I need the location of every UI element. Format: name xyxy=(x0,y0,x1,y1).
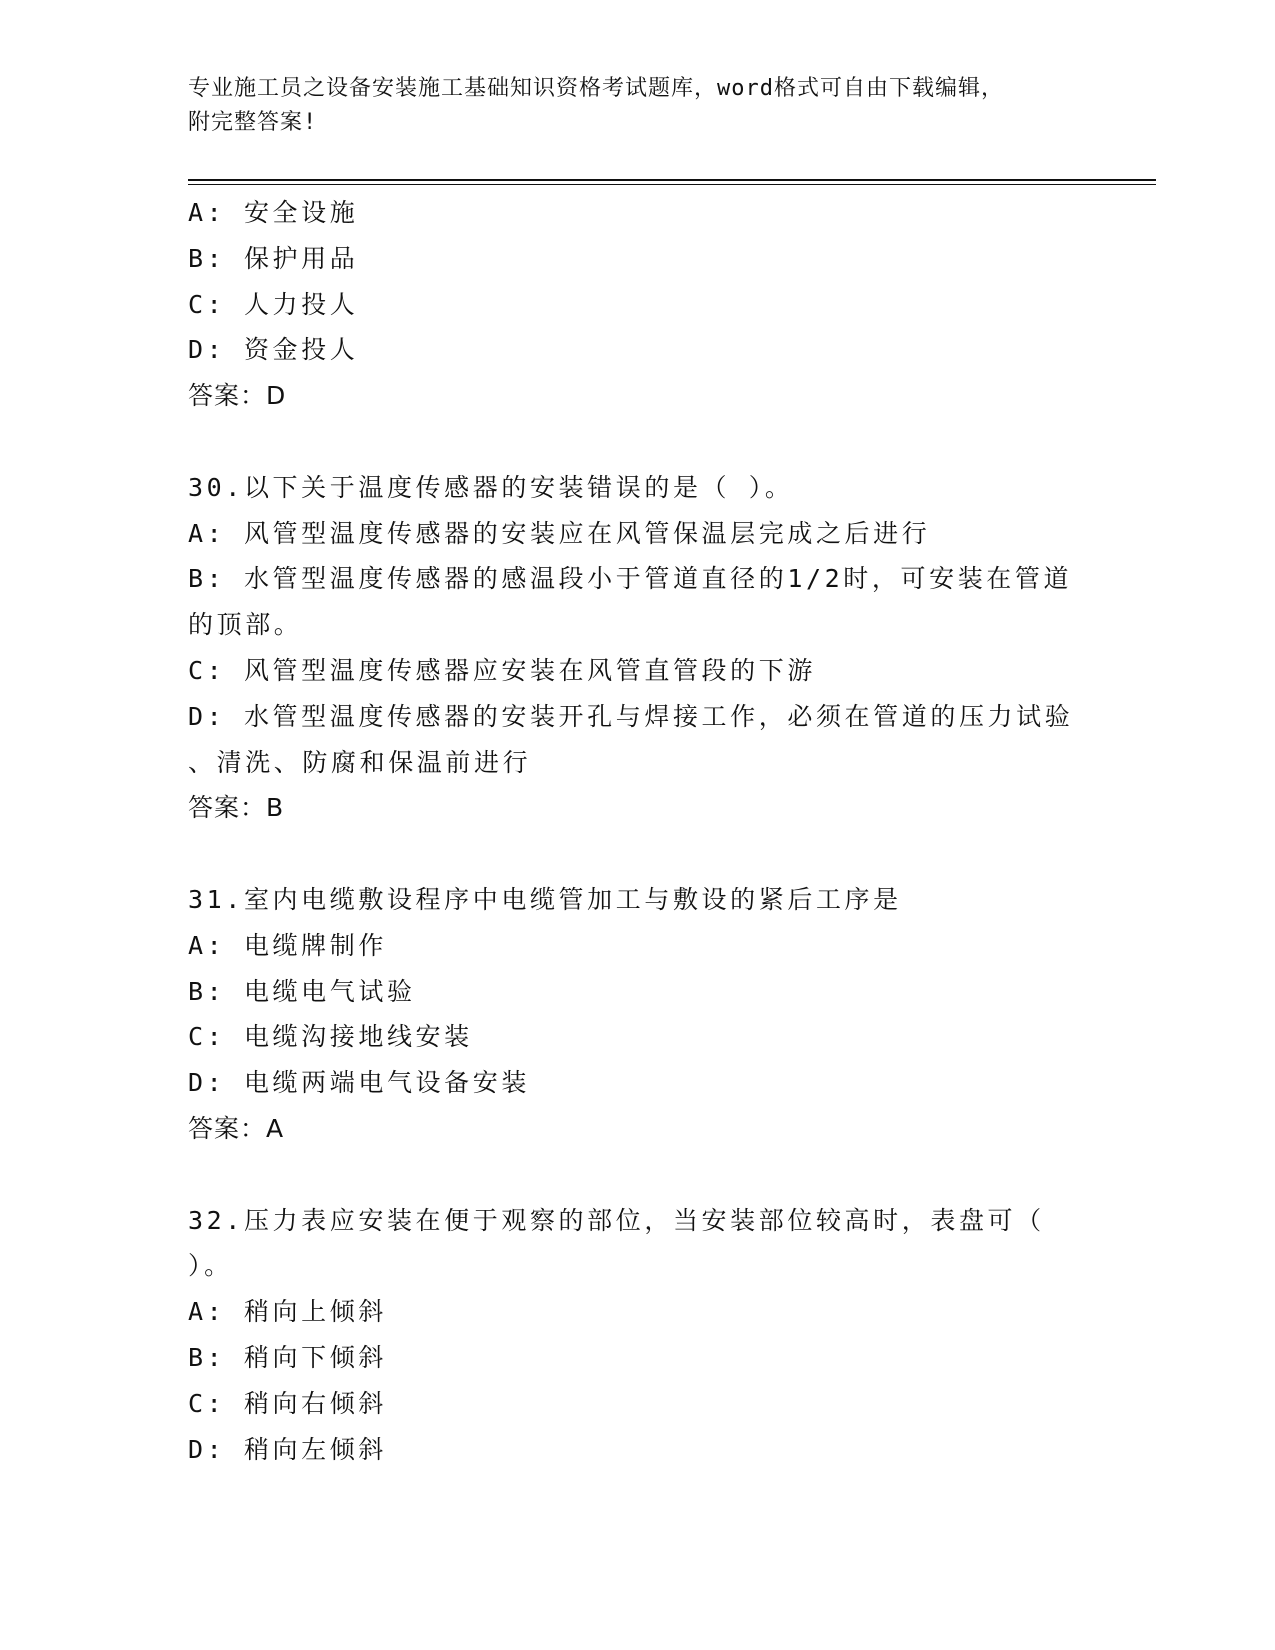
q30-question: 30.以下关于温度传感器的安装错误的是（ ）。 xyxy=(188,472,794,502)
q31-option-b: B: 电缆电气试验 xyxy=(188,976,416,1006)
header-divider-thick xyxy=(188,179,1156,181)
q30-option-c: C: 风管型温度传感器应安装在风管直管段的下游 xyxy=(188,655,816,685)
q30-option-a: A: 风管型温度传感器的安装应在风管保温层完成之后进行 xyxy=(188,518,931,548)
q29-option-b: B: 保护用品 xyxy=(188,243,359,273)
q31-option-a: A: 电缆牌制作 xyxy=(188,930,387,960)
q32-option-b: B: 稍向下倾斜 xyxy=(188,1342,387,1372)
q31-question: 31.室内电缆敷设程序中电缆管加工与敷设的紧后工序是 xyxy=(188,884,902,914)
question-content xyxy=(188,190,1088,1472)
document-header xyxy=(188,72,1108,140)
q31-answer: 答案：A xyxy=(188,1113,285,1143)
header-divider-thin xyxy=(188,184,1156,185)
q29-answer: 答案：D xyxy=(188,381,287,411)
spacer xyxy=(188,831,1088,877)
q30-option-b: B: 水管型温度传感器的感温段小于管道直径的1/2时，可安装在管道 xyxy=(188,564,1073,594)
q31-option-d: D: 电缆两端电气设备安装 xyxy=(188,1068,530,1098)
q32-question-continued: ）。 xyxy=(188,1251,233,1281)
question-30-block xyxy=(188,465,1088,831)
header-line-2: 附完整答案! xyxy=(188,110,318,135)
q29-option-d: D: 资金投人 xyxy=(188,335,359,365)
q32-option-d: D: 稍向左倾斜 xyxy=(188,1434,387,1464)
q30-answer: 答案：B xyxy=(188,793,285,823)
question-32-block xyxy=(188,1198,1088,1473)
q30-option-d: D: 水管型温度传感器的安装开孔与焊接工作，必须在管道的压力试验 xyxy=(188,701,1074,731)
q29-option-a: A: 安全设施 xyxy=(188,198,359,227)
q30-option-d-continued: 、清洗、防腐和保温前进行 xyxy=(188,747,532,777)
q32-option-c: C: 稍向右倾斜 xyxy=(188,1388,387,1418)
q30-option-b-continued: 的顶部。 xyxy=(188,610,303,640)
header-line-1: 专业施工员之设备安装施工基础知识资格考试题库，word格式可自由下载编辑， xyxy=(188,76,1004,101)
q31-option-c: C: 电缆沟接地线安装 xyxy=(188,1022,473,1052)
q32-question: 32.压力表应安装在便于观察的部位，当安装部位较高时，表盘可（ xyxy=(188,1205,1045,1235)
q29-option-c: C: 人力投人 xyxy=(188,289,359,319)
q32-option-a: A: 稍向上倾斜 xyxy=(188,1297,387,1327)
question-31-block xyxy=(188,877,1088,1152)
spacer xyxy=(188,419,1088,465)
spacer xyxy=(188,1152,1088,1198)
question-29-block xyxy=(188,190,1088,419)
